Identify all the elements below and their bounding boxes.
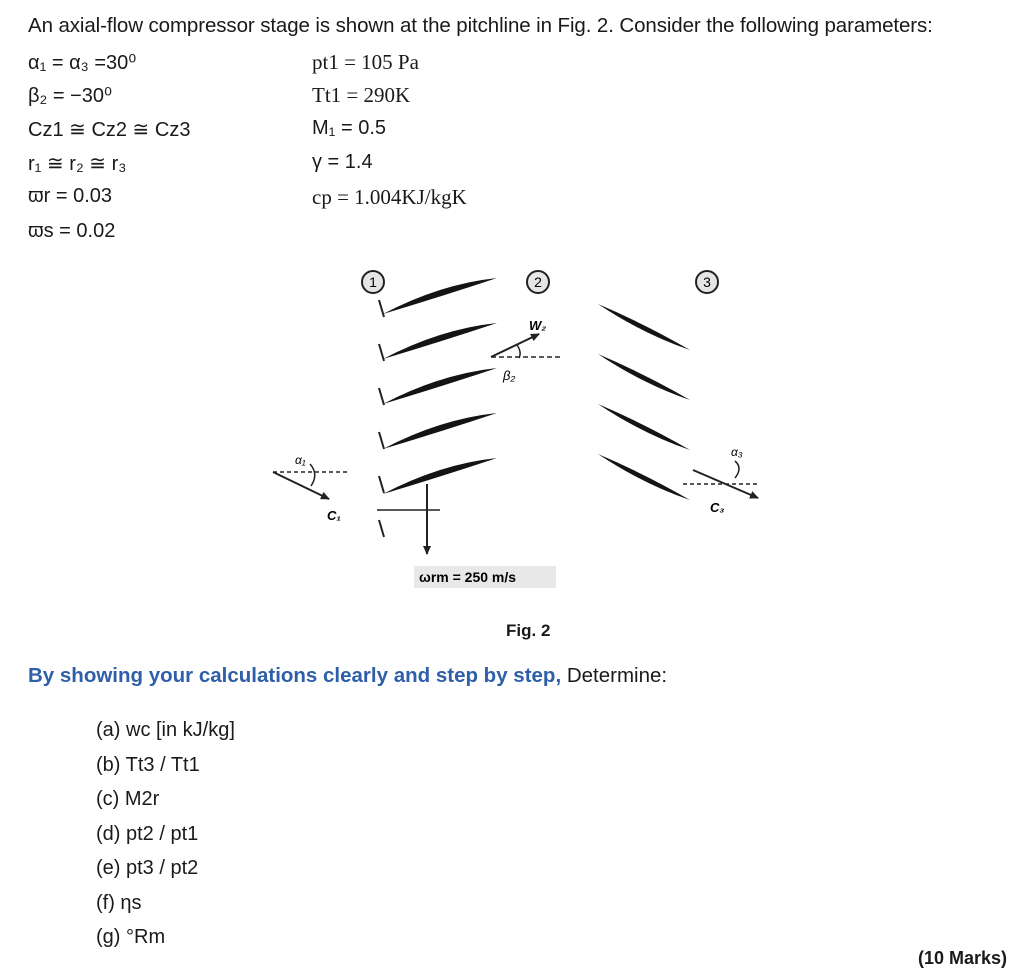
question-item: (g) °Rm xyxy=(96,926,166,948)
rotor-blade xyxy=(383,458,497,494)
rotor-blade xyxy=(383,323,497,359)
question-item: (c) M2r xyxy=(96,788,160,810)
w2-arrow xyxy=(491,334,539,357)
c1-arrow xyxy=(273,472,329,499)
beta2-arc xyxy=(517,345,520,358)
station-2-marker xyxy=(527,271,549,293)
alpha3-label: α₃ xyxy=(731,445,743,459)
param-beta2: β₂ = −30⁰ xyxy=(28,85,113,107)
stator-blade xyxy=(598,404,690,450)
marks-label: (10 Marks) xyxy=(918,948,1008,968)
problem-intro: An axial-flow compressor stage is shown at the pitchline in Fig. 2. Consider the following parameters: xyxy=(28,14,933,37)
alpha1-arc xyxy=(310,464,315,486)
instruction-rest: Determine: xyxy=(561,664,668,687)
c1-label: C₁ xyxy=(327,508,341,523)
stator-blade xyxy=(598,454,690,500)
stator-blade-row xyxy=(598,304,690,500)
station-1-label: 1 xyxy=(369,274,377,290)
param-pt1: pt1 = 105 Pa xyxy=(312,50,419,74)
param-radius: r₁ ≅ r₂ ≅ r₃ xyxy=(28,153,127,175)
speed-label: ωrm = 250 m/s xyxy=(419,569,517,585)
param-gamma: γ = 1.4 xyxy=(312,151,373,173)
param-alpha: α₁ = α₃ =30⁰ xyxy=(28,52,137,74)
figure-caption: Fig. 2 xyxy=(506,621,551,640)
station-1-marker xyxy=(362,271,384,293)
param-cz: Cz1 ≅ Cz2 ≅ Cz3 xyxy=(28,119,191,141)
blade-diagram xyxy=(265,262,765,592)
question-item: (d) pt2 / pt1 xyxy=(96,822,199,845)
rotor-blade xyxy=(383,413,497,449)
rotor-blade xyxy=(383,368,497,404)
instruction-emphasis: By showing your calculations clearly and step by step, xyxy=(28,664,562,687)
rotor-tick-marks xyxy=(379,300,384,537)
question-item: (b) Tt3 / Tt1 xyxy=(96,753,200,776)
station-3-label: 3 xyxy=(703,274,711,290)
w2-label: W₂ xyxy=(529,318,547,333)
compressor-stage-figure xyxy=(265,262,765,592)
param-tt1: Tt1 = 290K xyxy=(312,83,411,107)
rotor-blade xyxy=(383,278,497,314)
c3-label: C₃ xyxy=(710,500,725,515)
question-item: (e) pt3 / pt2 xyxy=(96,857,199,879)
question-item: (f) ηs xyxy=(96,891,142,914)
rotor-blade-row xyxy=(383,278,497,494)
stator-blade xyxy=(598,354,690,400)
stator-blade xyxy=(598,304,690,350)
param-loss-stator: ϖs = 0.02 xyxy=(28,220,116,242)
param-loss-rotor: ϖr = 0.03 xyxy=(28,185,112,207)
beta2-label: β₂ xyxy=(503,368,516,383)
question-list xyxy=(96,715,235,957)
param-cp: cp = 1.004KJ/kgK xyxy=(312,185,467,209)
alpha1-label: α₁ xyxy=(295,453,306,467)
alpha3-arc xyxy=(735,461,739,478)
instruction-text xyxy=(28,664,667,688)
param-mach1: M₁ = 0.5 xyxy=(312,117,387,139)
question-item: (a) wc [in kJ/kg] xyxy=(96,719,235,741)
station-3-marker xyxy=(696,271,718,293)
station-2-label: 2 xyxy=(534,274,542,290)
